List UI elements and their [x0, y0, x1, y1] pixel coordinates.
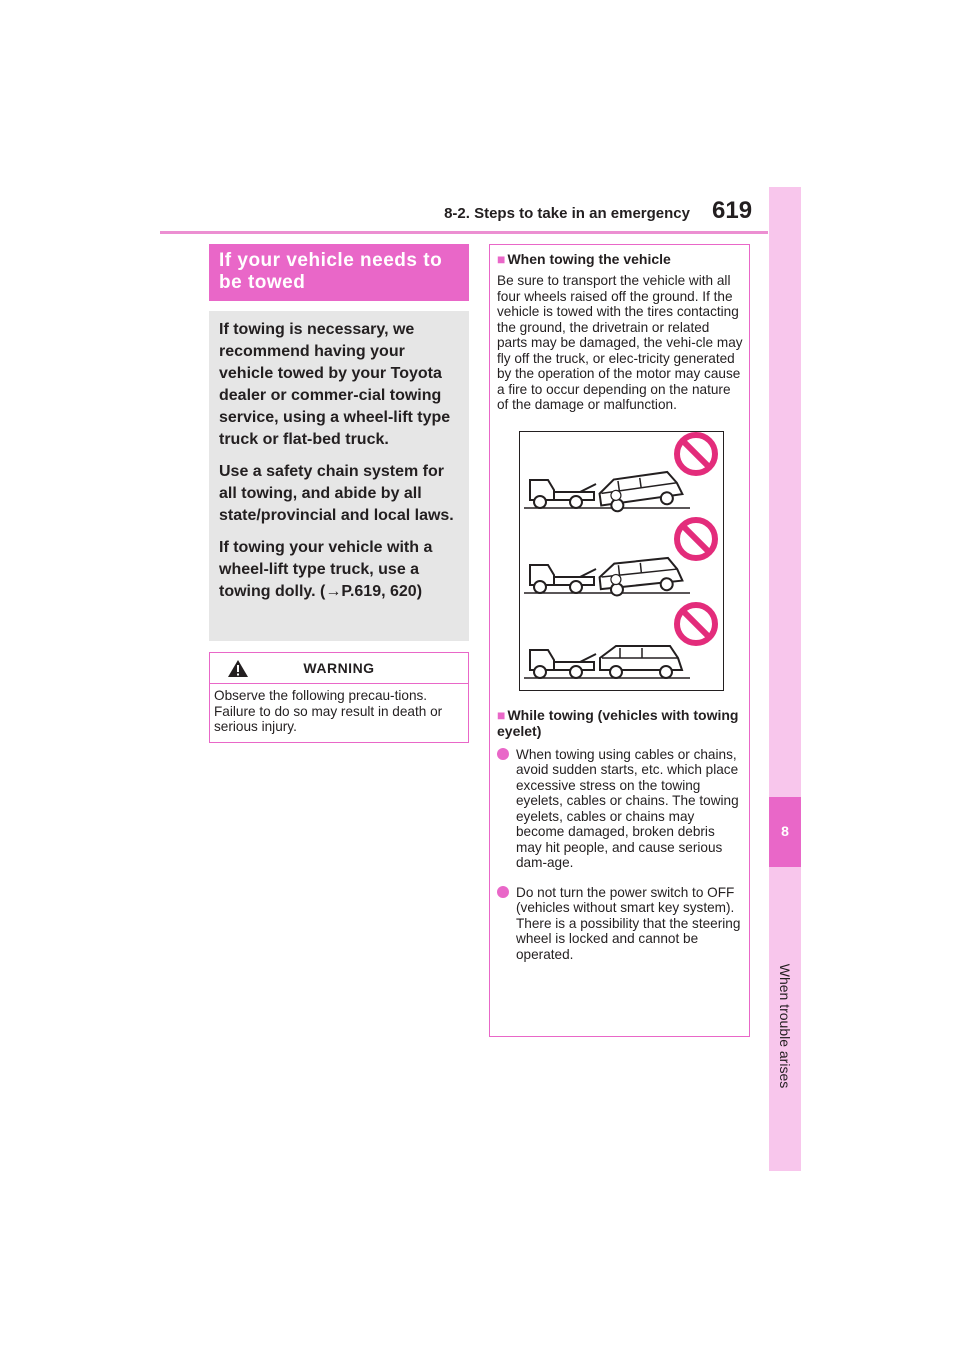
towing-methods-diagram [520, 432, 723, 690]
tow-truck [530, 480, 596, 508]
eyelet-heading: ■ While towing (vehicles with towing eyelet) [497, 706, 739, 739]
square-bullet-icon: ■ [497, 251, 506, 267]
prohibited-icon [677, 605, 715, 643]
section-title: If your vehicle needs to be towed [209, 244, 469, 301]
intro-box [209, 311, 469, 641]
square-bullet-icon: ■ [497, 706, 506, 723]
bullet-icon [497, 748, 509, 760]
section-header: 8-2. Steps to take in an emergency [444, 205, 690, 222]
towing-box [489, 244, 750, 1037]
page-number: 619 [712, 197, 753, 224]
prohibited-icon [677, 435, 715, 473]
towing-heading: ■ When towing the vehicle [497, 251, 671, 267]
list-item: Do not turn the power switch to OFF (vehicles without smart key system). There is a possibility that the steering wheel is locked and cannot be operated. [497, 885, 743, 963]
bullet-icon [497, 886, 509, 898]
intro-paragraph: If towing your vehicle with a wheel-lift type truck, use a towing dolly. (→P.619, 620) [219, 539, 433, 600]
intro-paragraph: If towing is necessary, we recommend having your vehicle towed by your Toyota dealer or commer-cial towing service, using a wheel-lift type truck or flat-bed truck. [219, 321, 451, 448]
towing-text: Be sure to transport the vehicle with all four wheels raised off the ground. If the vehicle is towed with the tires contacting the ground, the drivetrain or related parts may be damaged, the vehi-cle may fly off the truck, or elec-tricity generated by the operation of the motor may cause a fire to occur depending on the nature of the damage or malfunction. [497, 273, 743, 412]
prohibited-icon [677, 520, 715, 558]
warning-title: WARNING [303, 660, 375, 676]
warning-text: Observe the following precau-tions. Failure to do so may result in death or serious injury. [214, 688, 443, 734]
towed-vehicle [598, 556, 683, 596]
header-rule [160, 231, 768, 234]
tow-truck [530, 650, 596, 678]
towing-scene [524, 605, 715, 678]
tow-truck [530, 565, 596, 593]
towing-illustration [519, 431, 724, 691]
list-item: When towing using cables or chains, avoid sudden starts, etc. which place excessive stress on the towing eyelets, cables or chains. The towing eyelets, cables or chains may become damaged, broken debris may hit people, and cause serious dam-age. [497, 747, 743, 871]
towed-vehicle [600, 646, 682, 678]
chapter-number: 8 [781, 823, 789, 839]
chapter-number-tab [769, 797, 801, 867]
warning-header [210, 653, 468, 684]
towing-scene [524, 520, 715, 597]
towing-scene [524, 435, 715, 513]
intro-paragraph: Use a safety chain system for all towing, and abide by all state/provincial and local laws. [219, 463, 454, 524]
towed-vehicle [598, 470, 684, 513]
warning-box [209, 652, 469, 743]
chapter-label: When trouble arises [777, 963, 793, 1089]
